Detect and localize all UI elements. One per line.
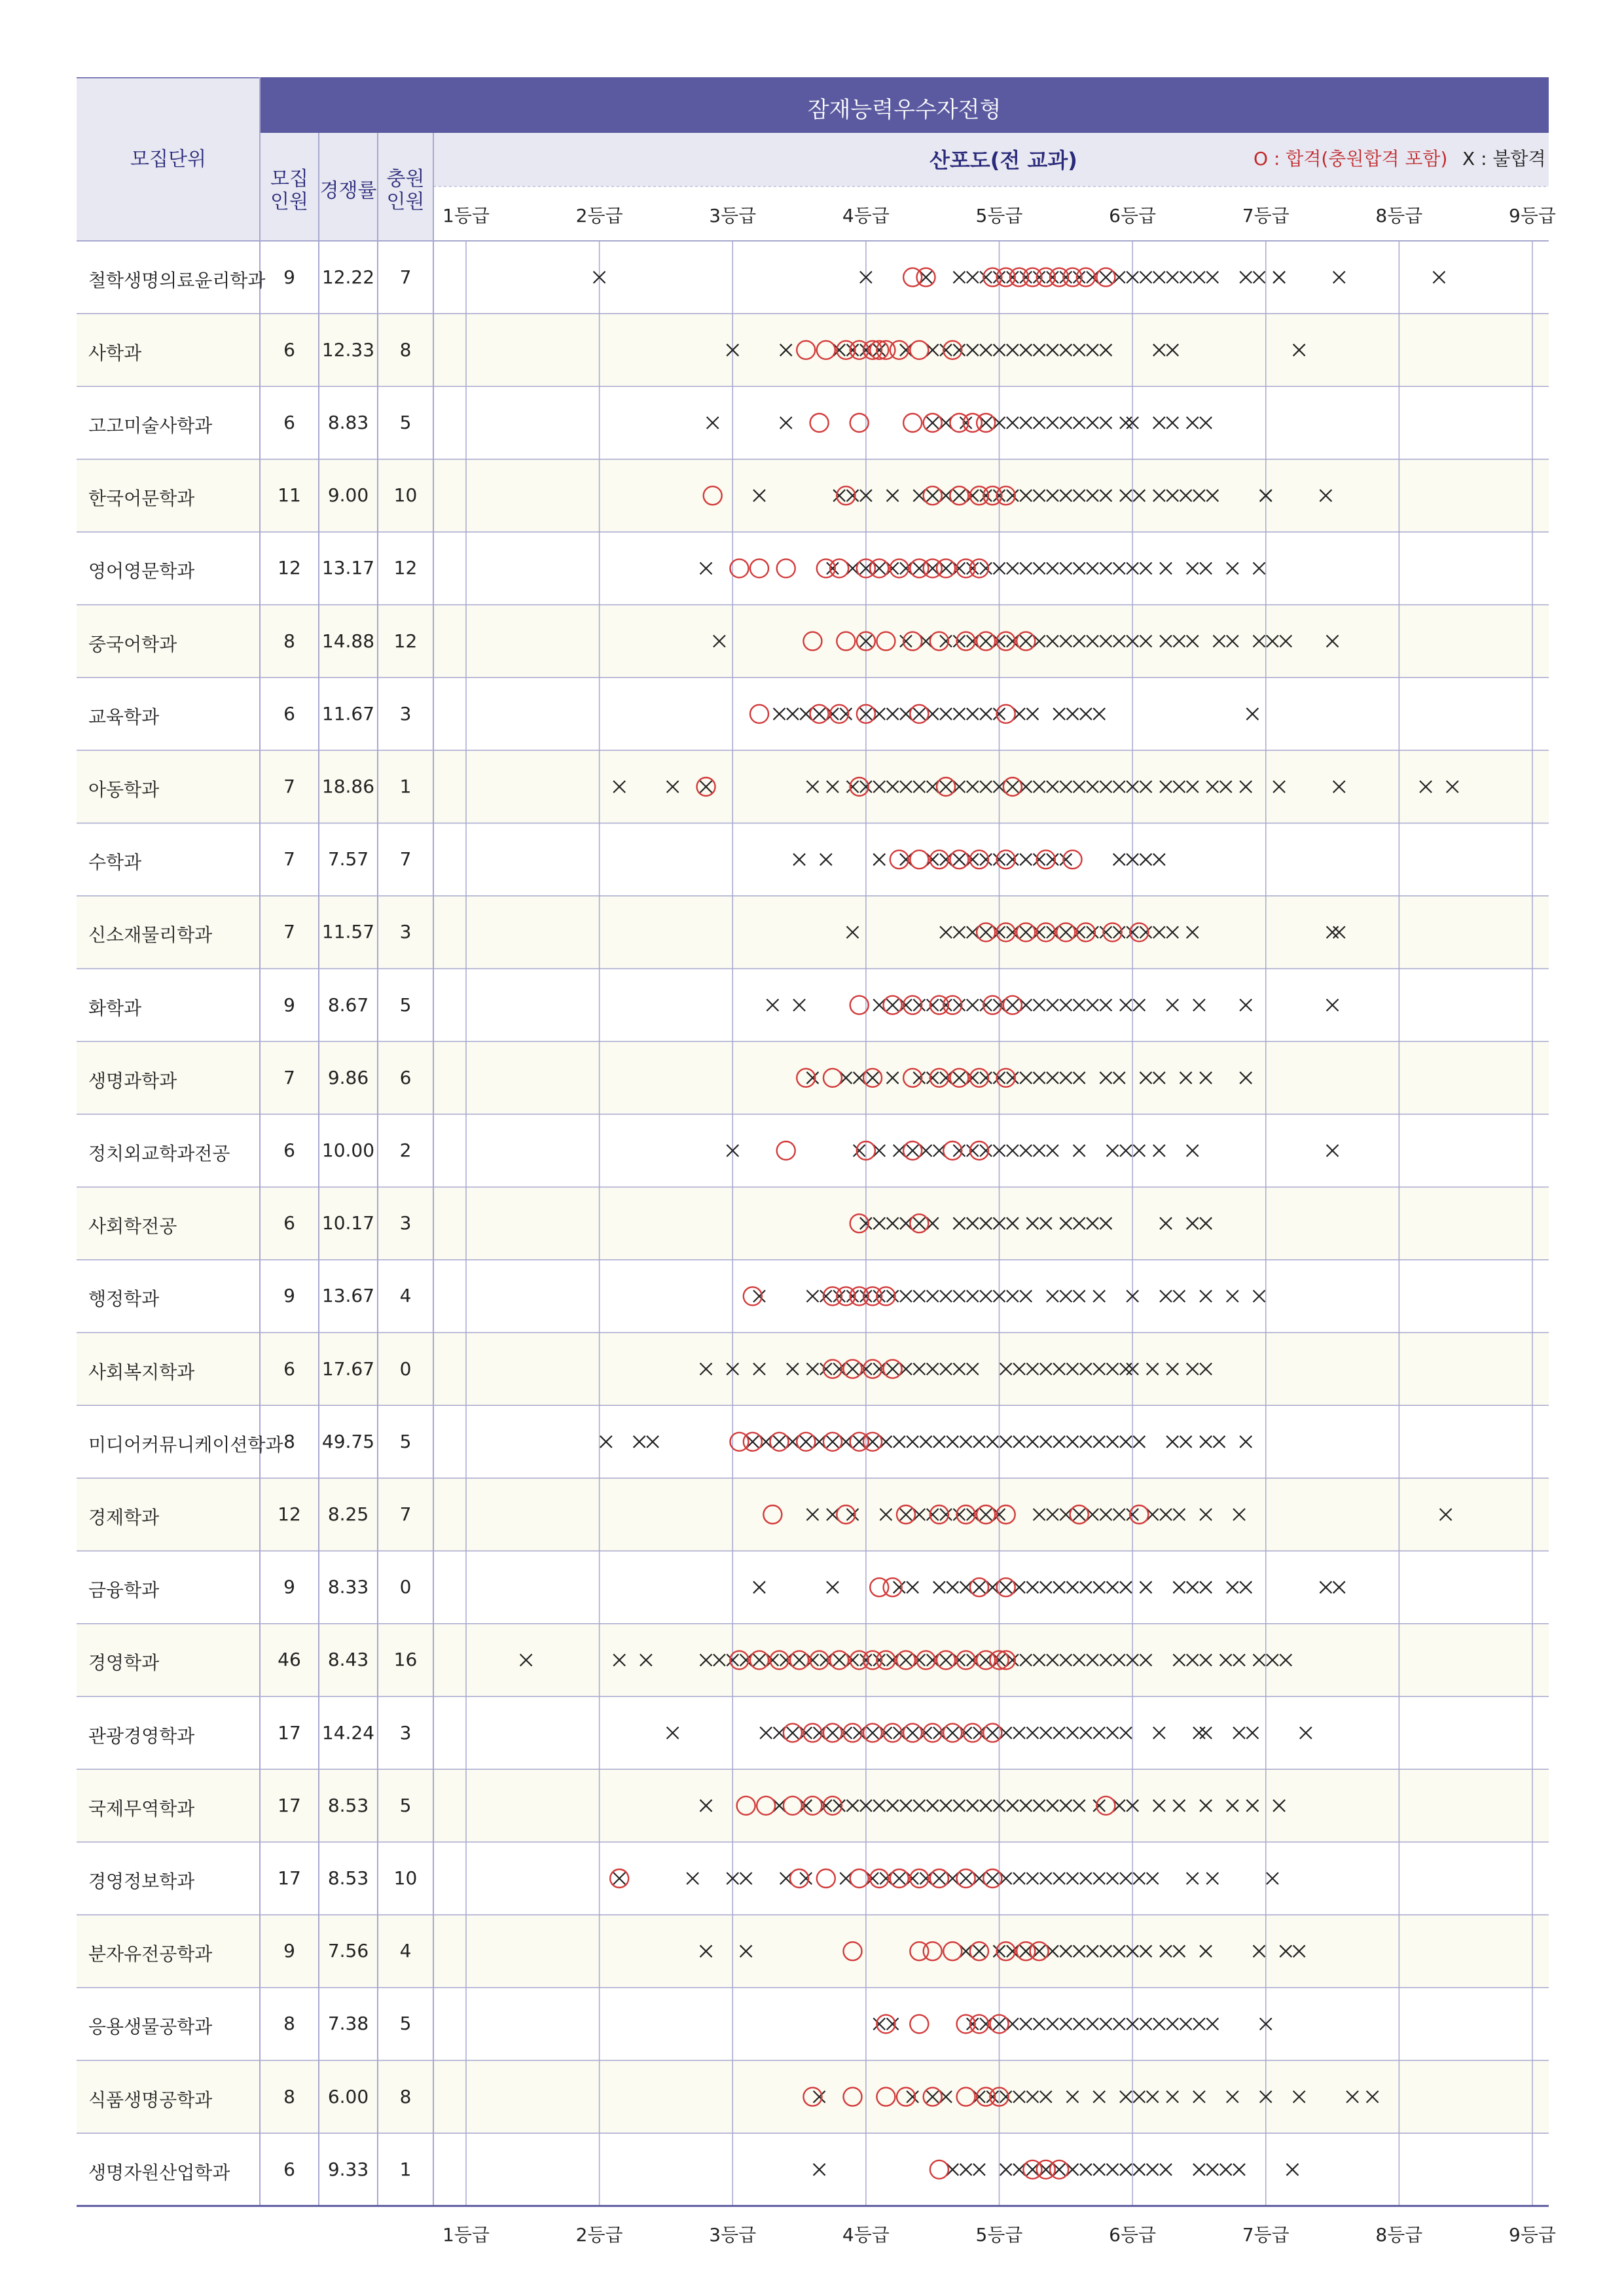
row-unit-name: 중국어학과 xyxy=(88,633,177,655)
row-extra: 2 xyxy=(399,1139,412,1161)
row-quota: 8 xyxy=(283,1430,295,1452)
row-rate: 14.24 xyxy=(321,1721,375,1744)
legend-pass: O : 합격(충원합격 포함) xyxy=(1254,148,1448,170)
row-extra: 7 xyxy=(399,848,412,870)
x-tick-label-bottom: 7등급 xyxy=(1242,2224,1290,2246)
row-quota: 17 xyxy=(278,1867,301,1889)
row-quota: 9 xyxy=(283,1940,295,1962)
col-header-rate: 경쟁률 xyxy=(319,179,377,202)
x-tick-label-bottom: 9등급 xyxy=(1509,2224,1556,2246)
row-extra: 1 xyxy=(399,2158,412,2180)
row-extra: 5 xyxy=(399,1794,412,1816)
row-quota: 7 xyxy=(283,848,295,870)
row-unit-name: 관광경영학과 xyxy=(88,1725,195,1747)
x-tick-label-top: 2등급 xyxy=(575,205,623,226)
x-tick-label-top: 6등급 xyxy=(1109,205,1157,226)
admission-scatter-table xyxy=(77,77,1556,2246)
row-quota: 9 xyxy=(283,994,295,1016)
row-rate: 12.22 xyxy=(321,266,375,288)
row-rate: 13.17 xyxy=(321,557,375,579)
row-rate: 8.83 xyxy=(327,412,369,433)
row-extra: 0 xyxy=(399,1357,412,1380)
row-quota: 8 xyxy=(283,630,295,652)
row-quota: 17 xyxy=(278,1794,301,1816)
x-tick-label-top: 8등급 xyxy=(1375,205,1423,226)
col-header-quota-1: 모집 xyxy=(270,168,308,190)
row-rate: 7.38 xyxy=(327,2013,369,2035)
row-quota: 12 xyxy=(278,1503,301,1525)
row-quota: 8 xyxy=(283,2013,295,2035)
row-extra: 3 xyxy=(399,1721,412,1744)
row-rate: 8.25 xyxy=(327,1503,369,1525)
row-unit-name: 고고미술사학과 xyxy=(88,415,213,437)
row-rate: 10.17 xyxy=(321,1212,375,1234)
row-unit-name: 경영정보학과 xyxy=(88,1871,195,1892)
col-header-quota-2: 인원 xyxy=(270,190,308,213)
col-header-unit: 모집단위 xyxy=(130,148,206,171)
x-tick-label-bottom: 5등급 xyxy=(975,2224,1023,2246)
row-rate: 49.75 xyxy=(321,1430,375,1452)
row-extra: 6 xyxy=(399,1066,412,1088)
row-unit-name: 철학생명의료윤리학과 xyxy=(88,269,266,291)
x-tick-label-bottom: 1등급 xyxy=(442,2224,490,2246)
row-unit-name: 수학과 xyxy=(88,852,142,874)
row-extra: 16 xyxy=(393,1649,418,1671)
row-quota: 9 xyxy=(283,266,295,288)
row-extra: 10 xyxy=(393,484,418,507)
row-unit-name: 화학과 xyxy=(88,997,142,1019)
row-quota: 7 xyxy=(283,1066,295,1088)
row-quota: 8 xyxy=(283,2085,295,2108)
row-quota: 17 xyxy=(278,1721,301,1744)
row-rate: 7.57 xyxy=(327,848,369,870)
row-rate: 13.67 xyxy=(321,1285,375,1307)
row-unit-name: 생명자원산업학과 xyxy=(88,2161,230,2183)
row-quota: 6 xyxy=(283,702,295,725)
row-unit-name: 영어영문학과 xyxy=(88,560,195,583)
row-unit-name: 미디어커뮤니케이션학과 xyxy=(88,1433,283,1456)
row-rate: 9.33 xyxy=(327,2158,369,2180)
x-tick-label-bottom: 3등급 xyxy=(709,2224,757,2246)
row-quota: 6 xyxy=(283,412,295,433)
row-extra: 7 xyxy=(399,1503,412,1525)
row-unit-name: 교육학과 xyxy=(88,706,160,728)
row-rate: 10.00 xyxy=(321,1139,375,1161)
row-extra: 10 xyxy=(393,1867,418,1889)
x-tick-label-bottom: 4등급 xyxy=(842,2224,890,2246)
row-extra: 4 xyxy=(399,1285,412,1307)
row-extra: 5 xyxy=(399,412,412,433)
row-extra: 12 xyxy=(393,630,418,652)
row-unit-name: 국제무역학과 xyxy=(88,1797,195,1820)
row-unit-name: 사회학전공 xyxy=(88,1215,177,1238)
row-rate: 8.33 xyxy=(327,1576,369,1598)
row-rate: 14.88 xyxy=(321,630,375,652)
row-quota: 6 xyxy=(283,1139,295,1161)
row-quota: 6 xyxy=(283,1212,295,1234)
row-extra: 3 xyxy=(399,921,412,943)
row-rate: 12.33 xyxy=(321,338,375,361)
row-quota: 9 xyxy=(283,1285,295,1307)
row-unit-name: 한국어문학과 xyxy=(88,488,195,510)
row-extra: 0 xyxy=(399,1576,412,1598)
row-quota: 6 xyxy=(283,338,295,361)
row-rate: 7.56 xyxy=(327,1940,369,1962)
row-quota: 11 xyxy=(278,484,301,507)
x-tick-label-bottom: 6등급 xyxy=(1109,2224,1157,2246)
row-quota: 7 xyxy=(283,776,295,797)
x-tick-label-top: 5등급 xyxy=(975,205,1023,226)
row-unit-name: 사회복지학과 xyxy=(88,1361,195,1383)
col-header-extra-2: 인원 xyxy=(386,190,425,213)
row-rate: 8.67 xyxy=(327,994,369,1016)
legend-fail: X : 불합격 xyxy=(1462,148,1546,170)
x-tick-label-top: 3등급 xyxy=(709,205,757,226)
row-unit-name: 행정학과 xyxy=(88,1288,160,1310)
row-unit-name: 생명과학과 xyxy=(88,1069,177,1092)
row-unit-name: 경영학과 xyxy=(88,1652,160,1674)
row-extra: 3 xyxy=(399,1212,412,1234)
row-extra: 5 xyxy=(399,1430,412,1452)
row-unit-name: 경제학과 xyxy=(88,1507,160,1528)
row-rate: 9.00 xyxy=(327,484,369,507)
row-extra: 4 xyxy=(399,1940,412,1962)
row-rate: 17.67 xyxy=(321,1357,375,1380)
row-extra: 3 xyxy=(399,702,412,725)
row-unit-name: 식품생명공학과 xyxy=(88,2089,213,2111)
x-tick-label-bottom: 2등급 xyxy=(575,2224,623,2246)
col-header-extra-1: 충원 xyxy=(386,168,425,190)
row-unit-name: 아동학과 xyxy=(88,779,160,800)
row-unit-name: 분자유전공학과 xyxy=(88,1943,213,1965)
row-quota: 46 xyxy=(278,1649,301,1671)
row-rate: 11.67 xyxy=(321,702,375,725)
row-unit-name: 정치외교학과전공 xyxy=(88,1143,230,1164)
row-rate: 8.53 xyxy=(327,1794,369,1816)
row-quota: 6 xyxy=(283,2158,295,2180)
row-rate: 8.43 xyxy=(327,1649,369,1671)
row-rate: 18.86 xyxy=(321,776,375,797)
row-rate: 11.57 xyxy=(321,921,375,943)
row-extra: 8 xyxy=(399,2085,412,2108)
row-extra: 1 xyxy=(399,776,412,797)
row-extra: 5 xyxy=(399,2013,412,2035)
row-unit-name: 사학과 xyxy=(88,342,142,364)
row-quota: 12 xyxy=(278,557,301,579)
x-tick-label-top: 9등급 xyxy=(1509,205,1556,226)
plot-title: 산포도(전 교과) xyxy=(929,148,1077,173)
x-tick-label-top: 7등급 xyxy=(1242,205,1290,226)
row-extra: 5 xyxy=(399,994,412,1016)
row-unit-name: 신소재물리학과 xyxy=(88,924,213,946)
x-tick-label-top: 1등급 xyxy=(442,205,490,226)
row-quota: 9 xyxy=(283,1576,295,1598)
row-unit-name: 응용생물공학과 xyxy=(88,2016,213,2038)
table-title: 잠재능력우수자전형 xyxy=(807,97,1001,123)
row-rate: 9.86 xyxy=(327,1066,369,1088)
row-unit-name: 금융학과 xyxy=(88,1579,160,1602)
row-extra: 7 xyxy=(399,266,412,288)
x-tick-label-top: 4등급 xyxy=(842,205,890,226)
row-quota: 7 xyxy=(283,921,295,943)
row-rate: 6.00 xyxy=(327,2085,369,2108)
row-quota: 6 xyxy=(283,1357,295,1380)
row-rate: 8.53 xyxy=(327,1867,369,1889)
x-tick-label-bottom: 8등급 xyxy=(1375,2224,1423,2246)
row-extra: 8 xyxy=(399,338,412,361)
row-extra: 12 xyxy=(393,557,418,579)
